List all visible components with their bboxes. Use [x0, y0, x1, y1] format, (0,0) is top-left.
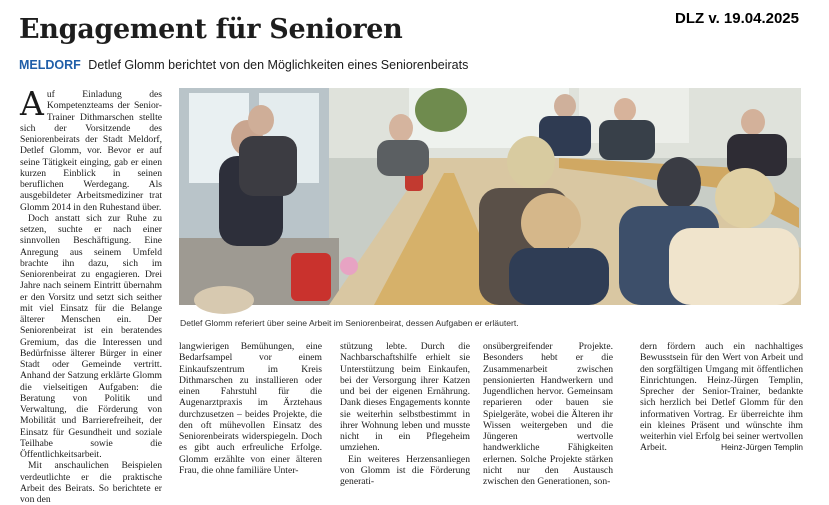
paragraph: Doch anstatt sich zur Ruhe zu setzen, suchte er nach einer sinnvollen Beschäftigung. Eine Anregung aus seinem Umfeld brachte ihn dazu, sich im Seniorenbeirat zu engagieren. Drei Jahre nach seinem Eintritt übernahm er den Vorsitz und setzt sich seither mit viel Einsatz für die Belange älterer Menschen ein. Der Seniorenbeirat ist ein beratendes Gremium, das die Interessen und Bedürfnisse älterer Bürger in einer Stadt oder Gemeinde vertritt. Anhand der Satzung erklärte Glomm die vielseitigen Aufgaben: die Beratung von Politik und Verwaltung, die Förderung von Mobilität und Barrierefreiheit, der Einsatz für Gesundheit und soziale Teilhabe sowie die Öffentlichkeitsarbeit. — [20, 212, 162, 460]
article-column-3 — [340, 341, 470, 487]
paragraph: onsübergreifender Projekte. Besonders hebt er die Zusammenarbeit zwischen pensionierten Handwerkern und Jugendlichen hervor. Gemeinsam reparieren oder bauen sie Spielgeräte, wobei die Älteren ihr Wissen weitergeben und die Jüngeren wertvolle handwerkliche Fähigkeiten erlernen. Solche Projekte stärken nicht nur den Austausch zwischen den Generationen, son- — [483, 341, 613, 487]
article-photo — [179, 88, 801, 305]
paragraph: stützung lebte. Durch die Nachbarschaftshilfe erhielt sie Unterstützung beim Einkaufen, bei der Versorgung ihrer Katzen und bei der eigenen Ernährung. Dank dieses Engagements konnte sie weiterhin selbstbestimmt in ihrer Wohnung leben und musste nicht in ein Pflegeheim umziehen. — [340, 341, 470, 454]
article-column-5 — [640, 341, 803, 475]
photo-caption: Detlef Glomm referiert über seine Arbeit im Seniorenbeirat, dessen Aufgaben er erläutert. — [180, 318, 519, 328]
source-date: DLZ v. 19.04.2025 — [675, 10, 799, 27]
dateline-place: MELDORF — [19, 58, 81, 72]
paragraph-text: uf Einladung des Kompetenzteams der Senior-Trainer Dithmarschen stellte sich der Vorsitzende des Seniorenbeirats der Stadt Meldorf, Detlef Glomm, vor. Bevor er auf seine Tätigkeit einging, gab er einen kurzen Einblick in seinen beruflichen Werdegang. Als ausgebildeter Arbeitsmediziner trat Glomm 2014 in den Ruhestand über. — [20, 89, 162, 213]
subheadline: Detlef Glomm berichtet von den Möglichkeiten eines Seniorenbeirats — [88, 58, 469, 72]
article-column-1 — [20, 84, 162, 505]
photo-illustration — [179, 88, 801, 305]
article-column-2 — [179, 341, 322, 475]
author: Heinz-Jürgen Templin — [720, 442, 803, 453]
drop-cap: A — [20, 84, 44, 123]
paragraph: langwierigen Bemühungen, eine Bedarfsampel vor einem Einkaufszentrum im Kreis Dithmarschen zu installieren oder einen Fahrstuhl für die Augenarztpraxis im Ärztehaus durchzusetzen – beides Projekte, die den oft mühevollen Einsatz des Seniorenbeirats widerspiegeln. Doch es gibt auch erfreuliche Erfolge. Glomm erzählte von einer älteren Frau, die ohne familiäre Unter- — [179, 341, 322, 476]
headline: Engagement für Senioren — [19, 14, 403, 45]
article-column-4 — [483, 341, 613, 487]
paragraph — [20, 84, 162, 213]
paragraph: Ein weiteres Herzensanliegen von Glomm ist die Förderung generati- — [340, 453, 470, 487]
subline — [19, 58, 468, 72]
paragraph-text: dern fördern auch ein nachhaltiges Bewusstsein für den Wert von Arbeit und den sorgfältigen Umgang mit öffentlichen Einrichtungen. Heinz-Jürgen Templin, Sprecher der Senior-Trainer, bedankte sich herzlich bei Detlef Glomm für den informativen Vortrag. Er überreichte ihm ein kleines Präsent und wünschte ihm weiterhin viel Erfolg bei seiner wertvollen Arbeit. — [640, 341, 803, 454]
paragraph — [640, 341, 803, 454]
paragraph: Mit anschaulichen Beispielen verdeutlichte er die praktische Arbeit des Beirats. So berichtete er von den — [20, 460, 162, 505]
